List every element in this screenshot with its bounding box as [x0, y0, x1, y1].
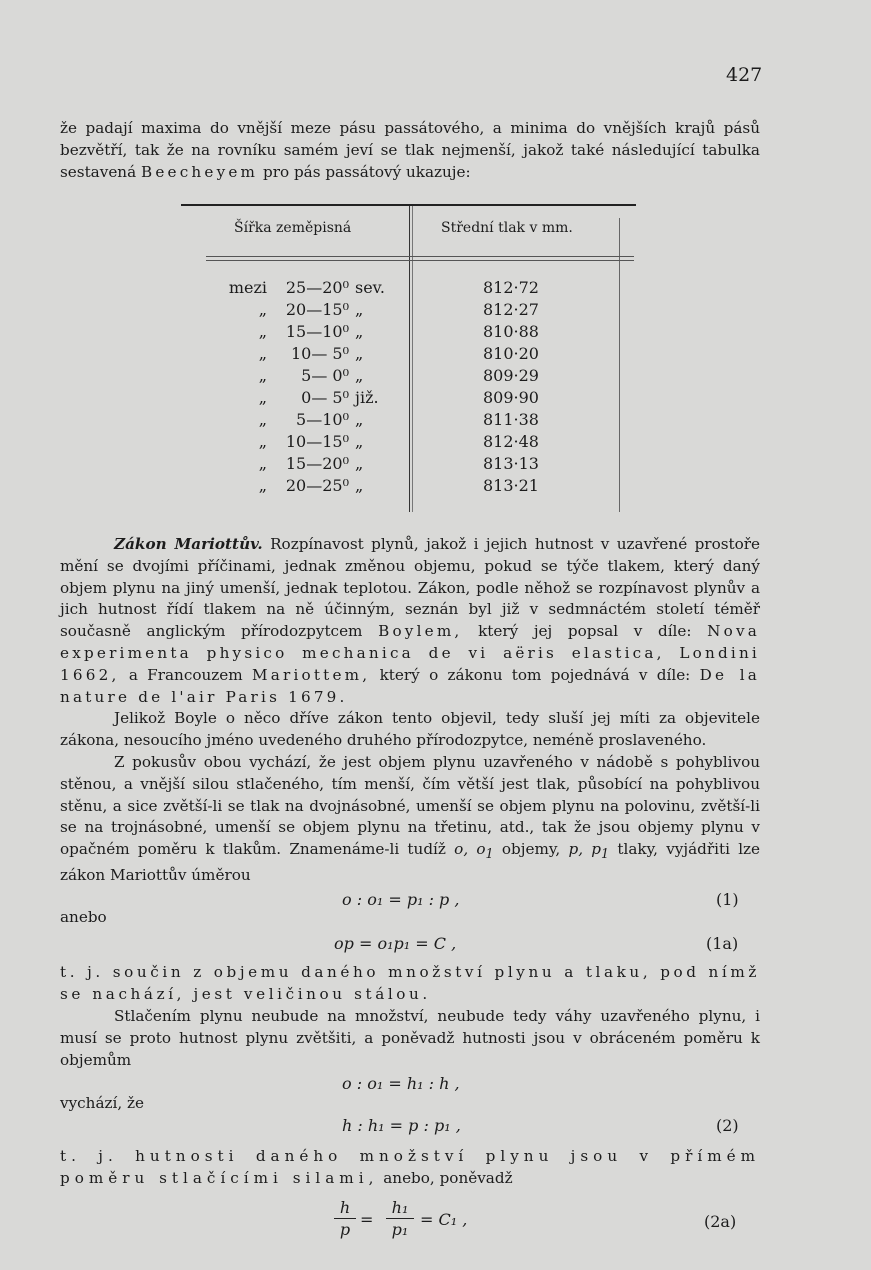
table-row — [181, 322, 621, 344]
table-header-rule — [206, 256, 634, 257]
law-paragraph-1 — [60, 534, 760, 708]
law-p1-mid2: a Francouzem — [128, 665, 243, 684]
row-direction: „ — [355, 322, 364, 341]
row-prefix: „ — [258, 322, 267, 341]
row-latitude: 5—10⁰ — [296, 410, 349, 429]
equation-1-label: (1) — [716, 890, 739, 909]
equation-2-label: (2) — [716, 1116, 739, 1135]
statement-1: t. j. součin z objemu daného množství plynu a tlaku, pod nímž se nachází, jest veličinou stálou. — [60, 963, 760, 1003]
equation-2a-label: (2a) — [704, 1212, 737, 1231]
row-latitude: 20—25⁰ — [285, 476, 349, 495]
intro-text-end: pro pás passátový ukazuje: — [262, 162, 471, 181]
row-prefix: „ — [258, 432, 267, 451]
table-header-latitude: Šířka zeměpisná — [234, 220, 352, 236]
row-prefix: „ — [258, 344, 267, 363]
row-pressure-value: 813·13 — [483, 454, 539, 473]
row-prefix: „ — [258, 410, 267, 429]
equation-2: h : h₁ = p : p₁ , — [342, 1116, 461, 1135]
law-work-title-1: Nova experimenta physico mechanica de vi aëris elastica, Londini 1662, — [60, 622, 761, 684]
row-pressure-value: 812·48 — [483, 432, 539, 451]
law-paragraph-2 — [60, 708, 760, 752]
row-latitude: 10—15⁰ — [285, 432, 349, 451]
fraction-1-numerator: h — [339, 1198, 351, 1217]
row-prefix: „ — [258, 388, 267, 407]
row-direction: „ — [355, 344, 364, 363]
row-direction: „ — [355, 454, 364, 473]
statement-2 — [60, 1146, 760, 1190]
law-name-mariotte: Mariottem, — [251, 665, 371, 684]
row-latitude: 5— 0⁰ — [301, 366, 349, 385]
vychazi-text: vychází, že — [60, 1094, 145, 1112]
row-pressure-value: 810·88 — [483, 322, 539, 341]
p4-text: Stlačením plynu neubude na množství, neubude tedy váhy uzavřeného plynu, i musí se proto hutnost plynu zvětšiti, a poněvadž hutnosti jsou v obráceném poměru k objemům — [60, 1007, 760, 1069]
statement-2-end: anebo, poněvadž — [383, 1168, 513, 1187]
law-work-title-2: De la nature de l'air Paris 1679. — [60, 665, 761, 706]
pressure-table — [181, 196, 621, 512]
row-direction: sev. — [355, 278, 385, 297]
fraction-2-numerator: h₁ — [391, 1198, 409, 1217]
row-direction: „ — [355, 366, 364, 385]
row-direction: „ — [355, 432, 364, 451]
row-direction: „ — [355, 410, 364, 429]
row-latitude: 20—15⁰ — [285, 300, 349, 319]
table-row — [181, 454, 621, 476]
fraction-2-denominator: p₁ — [391, 1220, 409, 1239]
row-prefix: „ — [258, 366, 267, 385]
row-prefix: „ — [258, 300, 267, 319]
equation-2a-rhs: = C₁ , — [420, 1210, 468, 1229]
table-header-pressure: Střední tlak v mm. — [441, 220, 573, 236]
table-body — [181, 278, 621, 498]
row-prefix: mezi — [228, 278, 267, 297]
law-p2-text: Jelikož Boyle o něco dříve zákon tento objevil, tedy sluší jej míti za objevitele zákona, nesoucího jméno uvedeného druhého přírodozpytce, neméně proslaveného. — [60, 709, 760, 749]
table-row — [181, 278, 621, 300]
table-row — [181, 366, 621, 388]
fraction-h-over-p — [334, 1198, 356, 1239]
statement-2-text: t. j. hutnosti daného množství plynu jsou v přímém poměru stlačícími silami, — [60, 1147, 760, 1187]
row-latitude: 15—10⁰ — [285, 322, 349, 341]
equals-sign: = — [360, 1210, 374, 1229]
row-latitude: 25—20⁰ — [285, 278, 349, 297]
row-pressure-value: 809·29 — [483, 366, 539, 385]
row-direction: již. — [355, 388, 379, 407]
row-pressure-value: 812·27 — [483, 300, 539, 319]
table-header-rule-double — [206, 260, 634, 261]
law-p3-text: Z pokusův obou vychází, že jest objem plynu uzavřeného v nádobě s pohyblivou stěnou, a vnější silou stlačeného, tím menší, čím větší jest tlak, působící na pohyblivou stěnu, a sice zvětší-li se tlak na dvojnásobné, umenší se objem plynu na polovinu, zvětší-li se na trojnásobné, umenší se objem plynu na třetinu, atd., tak že jsou objemy plynu v opačném poměru k tlakům. Znamenáme-li tudíž — [60, 753, 760, 859]
row-pressure-value: 812·72 — [483, 278, 539, 297]
paragraph-4 — [60, 1006, 760, 1071]
row-direction: „ — [355, 300, 364, 319]
law-p1-mid3: který o zákonu tom pojednává v díle: — [379, 665, 691, 684]
row-latitude: 10— 5⁰ — [290, 344, 349, 363]
fraction-h1-over-p1 — [386, 1198, 414, 1239]
row-pressure-value: 809·90 — [483, 388, 539, 407]
equation-h: o : o₁ = h₁ : h , — [342, 1074, 460, 1093]
row-pressure-value: 813·21 — [483, 476, 539, 495]
intro-paragraph — [60, 118, 760, 183]
equation-1: o : o₁ = p₁ : p , — [342, 890, 460, 909]
row-latitude: 15—20⁰ — [285, 454, 349, 473]
law-p1-text: Rozpínavost plynů, jakož i jejich hutnost v uzavřené prostoře mění se dvojími příčinami, jednak změnou objemu, pokud se týče tlakem, který daný objem plynu na jiný umenší, jednak teplotou. Zákon, podle něhož se rozpínavost plynův a jich hutnost řídí tlakem na ně účinným, seznán byl již v sedmnáctém století téměř současně anglickým přírodozpytcem — [60, 535, 761, 641]
table-row — [181, 410, 621, 432]
anebo-text: anebo — [60, 908, 107, 926]
law-name-boyle: Boylem, — [378, 622, 463, 641]
law-paragraph-3: Z pokusův obou vychází, že jest objem plynu uzavřeného v nádobě s pohyblivou stěnou, a vnější silou stlačeného, tím menší, čím větší jest tlak, působící na pohyblivou stěnu, a sice zvětší-li se tlak na dvojnásobné, umenší se objem plynu na polovinu, zvětší-li se na trojnásobné, umenší se objem plynu na třetinu, atd., tak že jsou objemy plynu v opačném poměru k tlakům. Znamenáme-li tudíž o, $o_1$ objemy, p, $p_1$ tlaky, vyjádřiti lze zákon Mariottův úměrou — [60, 753, 761, 885]
law-p3-end: objemy, — [501, 840, 561, 859]
row-latitude: 0— 5⁰ — [301, 388, 349, 407]
law-p1-mid: který jej popsal v díle: — [478, 622, 692, 641]
row-direction: „ — [355, 476, 364, 495]
equation-1a-label: (1a) — [706, 934, 739, 953]
row-pressure-value: 810·20 — [483, 344, 539, 363]
table-row — [181, 476, 621, 498]
row-prefix: „ — [258, 454, 267, 473]
law-heading: Zákon Mariottův. — [114, 535, 263, 553]
intro-author-name: Beecheyem — [140, 162, 259, 181]
fraction-1-denominator: p — [339, 1220, 351, 1239]
table-row — [181, 300, 621, 322]
table-row — [181, 388, 621, 410]
row-pressure-value: 811·38 — [483, 410, 539, 429]
page-number: 427 — [726, 64, 763, 86]
table-row — [181, 432, 621, 454]
table-row — [181, 344, 621, 366]
law-p3-end2: tlaky, vyjádřiti lze zákon Mariottův úměrou — [60, 840, 761, 885]
equation-1a: op = o₁p₁ = C , — [334, 934, 457, 953]
row-prefix: „ — [258, 476, 267, 495]
intro-text: že padají maxima do vnější meze pásu passátového, a minima do vnějších krajů pásů bezvětří, tak že na rovníku samém jeví se tlak nejmenší, jakož také následující tabulka sestavená — [60, 119, 760, 181]
